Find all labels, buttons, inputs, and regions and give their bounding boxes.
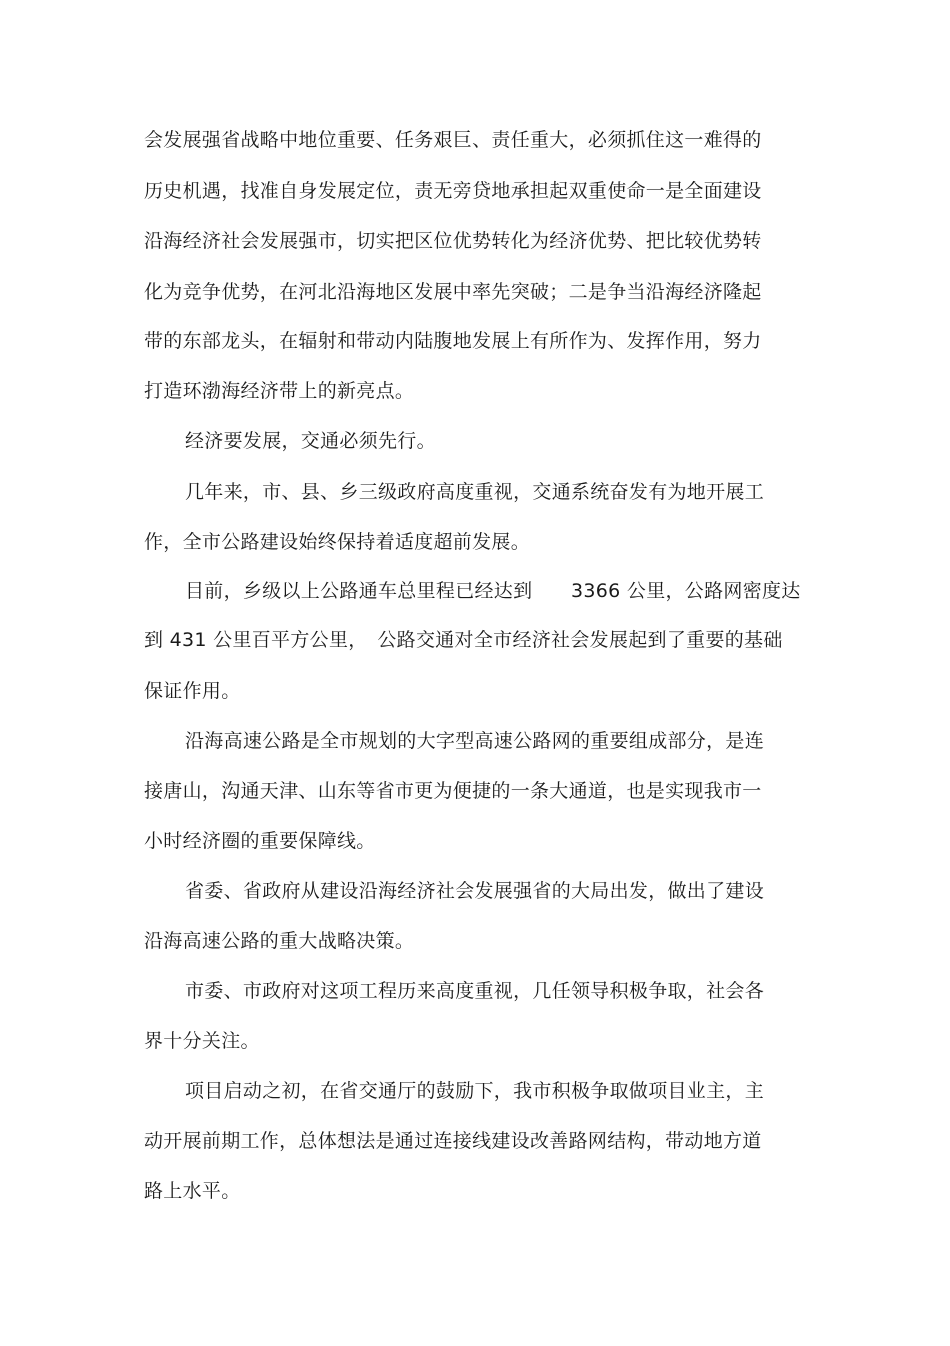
paragraph-start-line: 省委、省政府从建设沿海经济社会发展强省的大局出发，做出了建设 xyxy=(185,880,765,902)
text-line: 沿海经济社会发展强市，切实把区位优势转化为经济优势、把比较优势转 xyxy=(144,230,762,252)
text-line: 沿海高速公路的重大战略决策。 xyxy=(144,930,415,952)
paragraph-start-line: 沿海高速公路是全市规划的大字型高速公路网的重要组成部分，是连 xyxy=(185,730,765,752)
text-line: 历史机遇，找准自身发展定位，责无旁贷地承担起双重使命一是全面建设 xyxy=(144,180,762,202)
text-line: 作，全市公路建设始终保持着适度超前发展。 xyxy=(144,531,531,553)
paragraph-start-line: 市委、市政府对这项工程历来高度重视，几任领导积极争取，社会各 xyxy=(185,980,765,1002)
text-line: 到 431 公里百平方公里， 公路交通对全市经济社会发展起到了重要的基础 xyxy=(144,629,783,651)
text-line: 小时经济圈的重要保障线。 xyxy=(144,830,376,852)
text-line: 路上水平。 xyxy=(144,1180,241,1202)
text-line: 动开展前期工作，总体想法是通过连接线建设改善路网结构，带动地方道 xyxy=(144,1130,762,1152)
text-line: 界十分关注。 xyxy=(144,1030,260,1052)
text-line: 接唐山，沟通天津、山东等省市更为便捷的一条大通道，也是实现我市一 xyxy=(144,780,762,802)
text-line: 保证作用。 xyxy=(144,680,241,702)
text-line: 带的东部龙头，在辐射和带动内陆腹地发展上有所作为、发挥作用，努力 xyxy=(144,330,762,352)
text-line: 化为竞争优势，在河北沿海地区发展中率先突破；二是争当沿海经济隆起 xyxy=(144,281,762,303)
paragraph-start-line: 经济要发展，交通必须先行。 xyxy=(185,430,436,452)
paragraph-start-line: 项目启动之初，在省交通厅的鼓励下，我市积极争取做项目业主，主 xyxy=(185,1080,765,1102)
text-line: 打造环渤海经济带上的新亮点。 xyxy=(144,380,415,402)
paragraph-start-line: 几年来，市、县、乡三级政府高度重视，交通系统奋发有为地开展工 xyxy=(185,481,765,503)
text-line: 会发展强省战略中地位重要、任务艰巨、责任重大，必须抓住这一难得的 xyxy=(144,129,762,151)
paragraph-start-line: 目前，乡级以上公路通车总里程已经达到 3366 公里，公路网密度达 xyxy=(185,580,801,602)
